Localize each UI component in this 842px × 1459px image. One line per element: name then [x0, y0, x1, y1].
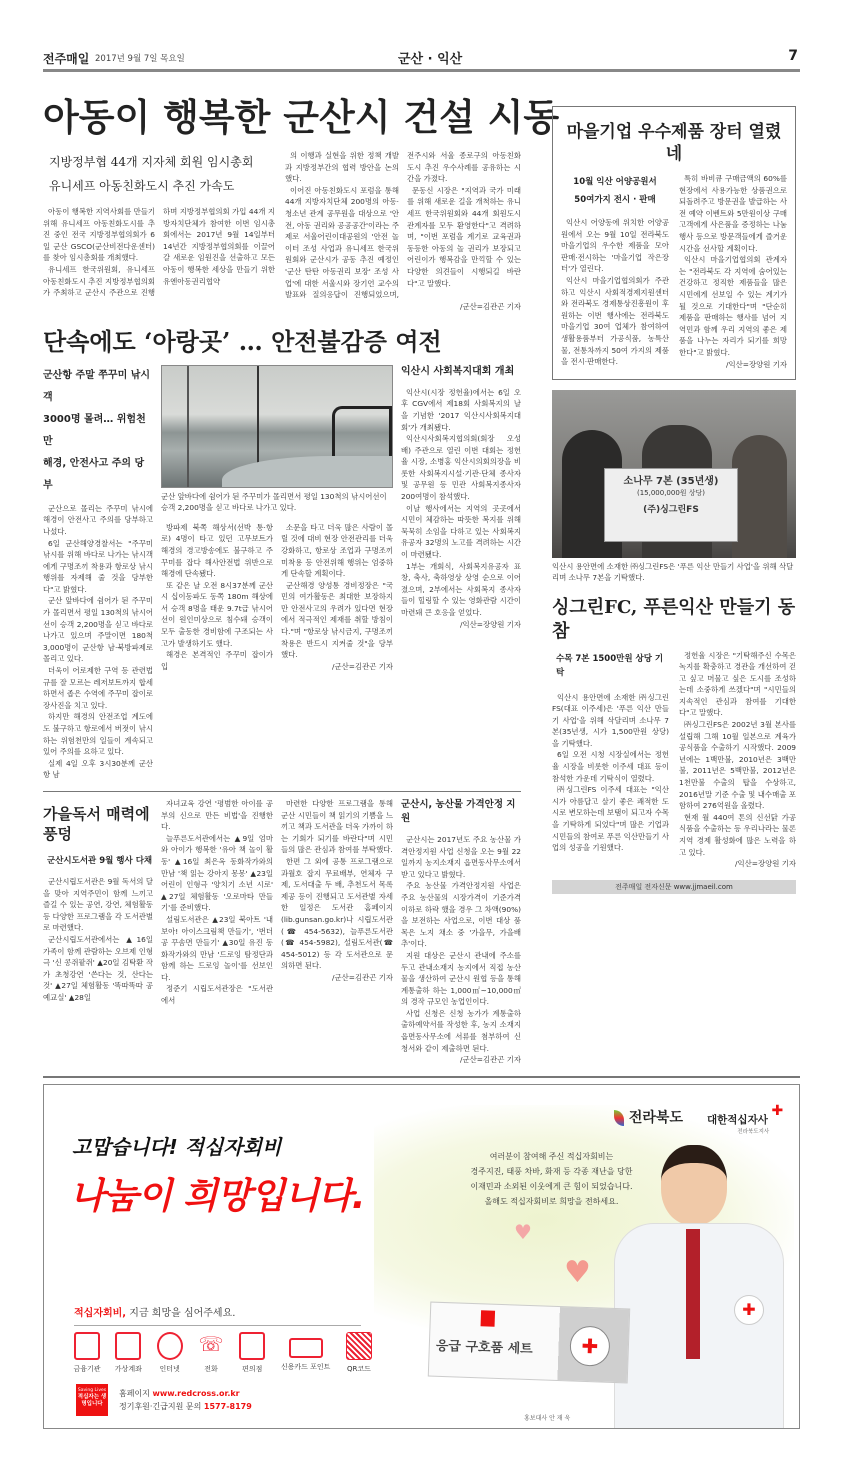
- e-paper-banner[interactable]: 전주매일 전자신문 www.jjmaeil.com: [552, 880, 796, 894]
- article-body-left: [561, 217, 669, 368]
- byline: /군산=김관곤 기자: [459, 1055, 521, 1065]
- headline: 아동이 행복한 군산시 건설 시동: [43, 96, 560, 139]
- paragraph: 익산시 어양동에 위치한 어양공원에서 오는 9월 10일 전라북도 마을기업의 우수한 제품을 모아 판매·전시하는 '마을기업 작은장터'가 열린다.: [561, 218, 669, 274]
- sign-org: (주)싱그린FS: [643, 504, 699, 515]
- donation-ceremony-photo: [552, 390, 796, 558]
- ambassador-credit: 홍보대사 안 재 욱: [524, 1415, 571, 1423]
- cta-red: 적십자회비,: [74, 1308, 127, 1320]
- article-welfare-conference: [401, 365, 521, 631]
- message-line: 여러분이 참여해 주신 적십자회비는: [489, 1152, 614, 1162]
- paragraph: 익산시(시장 정헌율)에서는 6일 오후 CGV에서 제18회 사회복지의 날을 기념한 '2017 익산시사회복지대회'가 개최됐다.: [401, 387, 521, 432]
- subheadline-1: 10월 익산 어양공원서: [573, 177, 657, 187]
- byline: /군산=김관곤 기자: [331, 972, 393, 982]
- convenience-store-icon[interactable]: [233, 1332, 271, 1374]
- saving-lives-badge: [76, 1384, 108, 1416]
- paragraph: 익산시 마을기업협의회 관계자는 "전라북도 각 지역에 숨어있는 건강하고 정직한 제품들을 많은 시민에게 선보일 수 있는 계기가 될 것으로 기대한다"며 "단순히 제품을 판매하는 행사를 넘어 지역민과 함께 우리 지역의 좋은 제품을 나누는 자리가 되기를 희망한다"고 밝혔다.: [679, 255, 787, 357]
- paragraph: 해경은 본격적인 주꾸미 잡이가 입: [161, 650, 273, 671]
- subheadline-2: 유니세프 아동친화도시 추진 가속도: [49, 179, 235, 193]
- thanks-text: 고맙습니다! 적십자회비: [72, 1135, 282, 1160]
- ad-message: [449, 1149, 654, 1209]
- bank-icon[interactable]: [68, 1332, 106, 1374]
- jeonbuk-logo: [614, 1107, 683, 1127]
- photo-caption: 군산 앞바다에 쉼어가 된 주꾸미가 몰리면서 평일 130척의 낚시어선이 승객 2,200명을 싣고 바다로 나가고 있다.: [161, 491, 387, 513]
- paragraph: 익산시 마을기업협의회가 주관하고 익산시 사회적경제지원센터와 전라북도 경제통상진흥원이 후원하는 이번 행사에는 전라북도 마을기업 30여 업체가 참여하여 생활용품부터 가공식품, 농특산물, 전통차까지 50여 가지의 제품을 전시·판매한다.: [561, 275, 669, 367]
- article-body-col2: [161, 798, 273, 1007]
- page-divider: [43, 1076, 800, 1078]
- section-divider: [43, 791, 521, 792]
- redcross-name: 대한적십자사: [707, 1114, 768, 1127]
- paragraph: 특히 바비큐 구매금액의 60%를 현장에서 사용가능한 상품권으로 되돌려주고 방문권을 발급하는 사전 예약 이벤트와 5만원이상 구매고객에게 사은품을 증정하는 나눔행사 등으로 방문객들에게 즐거운 시간을 선사할 계획이다.: [679, 174, 787, 253]
- red-cross-icon: ✚: [771, 1103, 784, 1120]
- paragraph: 방파제 북쪽 해상서(선박 통·항로) 4명이 타고 있던 고무보트가 해경의 경고방송에도 불구하고 주꾸미를 잡다 해사안전법 위반으로 해경에 단속됐다.: [161, 522, 273, 579]
- paragraph: 주요 농산물 가격안정지원 사업은 주요 농산물의 시장가격이 기준가격 이하로 하락 했을 경우 그 차액(90%)을 보전하는 사업으로, 이번 대상 품목은 노지 채소 중 '가을무, 가을배추'이다.: [401, 881, 521, 949]
- paragraph: 아동이 행복한 지역사회를 만들기 위해 유니세프 아동친화도시를 추진 중인 전국 지방정부협의회가 6일 군산 GSCO(군산비전다운센터)를 찾아 임시총회를 개최했다.: [43, 207, 156, 263]
- relief-kit-box: 응급 구호품 세트 ✚: [428, 1302, 630, 1384]
- paper-name: 전주매일: [43, 52, 90, 66]
- paragraph: 더욱이 어로제한 구역 등 관련법규를 잘 모르는 레저보트까지 합세하면서 좁은 수역에 주꾸미 잡이로 장사진을 치고 있다.: [43, 666, 153, 710]
- paragraph: 지원 대상은 군산시 관내에 주소를 두고 관내소재지 농지에서 직접 농산물을 생산하여 군산시 원협 등을 통해 계통출하 하는 1,000㎡~10,000㎡의 경작 규모인 농업인이다.: [401, 950, 521, 1007]
- method-label: QR코드: [347, 1365, 371, 1374]
- paragraph: 현재 월 440여 톤의 신선닭 가공 식품을 수출하는 등 우리나라는 물론 지역 경제 활성화에 많은 노력을 하고 있다.: [679, 812, 796, 857]
- subheadline: 수목 7본 1500만원 상당 기탁: [556, 653, 664, 678]
- paragraph: 사업 신청은 신청 농가가 계통출하 출하예약서를 작성한 후, 농지 소재지 읍면동사무소에 서류를 첨부하여 신청서와 같이 제출하면 된다.: [401, 1008, 521, 1053]
- paragraph: 정헌율 시장은 "기탁해주신 수목은 녹지를 확충하고 경관을 개선하여 걷고 싶고 머물고 싶은 도시를 조성하는데 소중하게 쓰겠다"며 "시민들의 지속적인 관심과 참여를 기대한다"고 말했다.: [679, 650, 796, 718]
- article-village-market: [552, 106, 796, 380]
- article-body-col2: [161, 522, 273, 673]
- method-label: 인터넷: [159, 1365, 180, 1374]
- province-name: 전라북도: [628, 1110, 683, 1127]
- method-label: 편의점: [242, 1365, 263, 1374]
- message-line: 경주지진, 태풍 차바, 화재 등 각종 재난을 당한: [470, 1167, 633, 1177]
- article-body-right: [285, 150, 521, 301]
- badge-top: Saving Lives: [77, 1388, 107, 1394]
- byline: /익산=장양원 기자: [725, 359, 787, 369]
- box-label: 응급 구호품 세트: [435, 1339, 533, 1358]
- left-column-stack: [43, 94, 560, 1066]
- method-label: 전화: [204, 1365, 218, 1374]
- byline: /군산=김관곤 기자: [331, 661, 393, 671]
- internet-icon[interactable]: [151, 1332, 189, 1374]
- paragraph: 의 이행과 실현을 위한 정책 개발과 지방정부간의 협력 방안을 논의했다.: [285, 151, 399, 184]
- headline: 단속에도 ‘아랑곳’ … 안전불감증 여전: [43, 326, 442, 356]
- article-body-col1: [43, 503, 153, 781]
- paragraph: 문동신 시장은 "지역과 국가 미래를 위해 새로운 길을 개척하는 유니세프 한국위원회와 44개 회원도시 관계자를 모두 환영한다"고 격려하며, "이번 포럼을 계기로 교육권과 동등한 아동의 놀 권리가 보장되고 어린이가 행복감을 만끽할 수 있는 다양한 의견들이 시행되길 바란다"고 말했다.: [407, 185, 521, 288]
- article-body-right: [679, 173, 787, 359]
- paragraph: 이날 행사에서는 지역의 곳곳에서 시민이 체감하는 따뜻한 복지를 위해 묵묵히 소임을 다하고 있는 사회복지 유공자 32명의 노고를 격려하는 시간이 마련됐다.: [401, 503, 521, 560]
- paragraph: 하지만 해경의 안전조업 계도에도 불구하고 항로에서 버젓이 낚시하는 위험천만의 일들이 계속되고 있어 주의를 요하고 있다.: [43, 712, 153, 757]
- byline: /군산=김관곤 기자: [459, 301, 521, 311]
- credit-card-icon[interactable]: [275, 1332, 337, 1374]
- article-body-col3: [281, 798, 393, 972]
- byline: /익산=장양원 기자: [459, 619, 521, 629]
- article-body-left: [552, 692, 669, 854]
- donation-sign: [604, 468, 738, 542]
- section-name: 군산 · 익산: [398, 52, 463, 67]
- page-number: 7: [788, 48, 798, 64]
- photo-caption: 익산시 용안면에 소재한 ㈜싱그린FS은 '푸른 익산 만들기 사업'을 위해 삭달리며 소나무 7본을 기탁했다.: [552, 561, 794, 582]
- redcross-logo: [707, 1103, 784, 1136]
- subheadline-1: 지방정부협 44개 지자체 회원 임시총회: [49, 155, 254, 169]
- right-column-stack: [552, 106, 796, 894]
- subheadline-3: 해경, 안전사고 주의 당부: [43, 457, 145, 491]
- sign-amount: (15,000,000원 상당): [636, 488, 706, 497]
- article-body-left: [43, 206, 275, 299]
- subheadline: 군산시도서관 9월 행사 다채: [47, 855, 153, 866]
- method-label: 금융기관: [73, 1365, 101, 1374]
- paragraph: 또 같은 날 오전 8시37분께 군산시 십이동파도 동쪽 180m 해상에서 승객 8명을 태운 9.7t급 낚시어선이 원인미상으로 침수돼 승객이 모두 출동한 경비함에 구조되는 사고가 발생하기도 했다.: [161, 580, 273, 648]
- article-body-col3: [281, 522, 393, 661]
- virtual-account-icon[interactable]: [109, 1332, 147, 1374]
- paragraph: ㈜싱그린FS은 2002년 3월 본사를 설립해 그해 10월 일본으로 계육가공식품을 수출하기 시작했다. 2009년에는 1백만불, 2010년은 3백만불, 2011년은 5백만불, 2012년은 1천만불 수출의 탑을 수상하고, 2016년말 기준 수출 및 내수매출 포함하여 276억원을 올렸다.: [679, 720, 796, 811]
- redcross-branch: 전라북도지사: [737, 1129, 770, 1136]
- subheadline: [43, 365, 153, 497]
- paragraph: 정준기 시립도서관장은 "도서관에서: [161, 984, 273, 1006]
- paragraph: 설림도서관은 ▲23일 북아트 '내보아! 아이스크림책 만들기', '번더공 꾸솜면 만들기' ▲30일 유진 동화작가와의 만남 '드로잉 탐정단과 함께 하는 드로잉 놀이'를 선보인다.: [161, 914, 273, 982]
- paragraph: 군산 앞바다에 쉼어가 된 주꾸미가 몰리면서 평일 130척의 낚시어선이 승객 2,200명을 싣고 바다로 나가고 있으며 주말이면 180척 3,000명이 군산항 남·북방파제로 몰리고 있다.: [43, 596, 153, 664]
- masthead: [43, 48, 800, 72]
- article-body: [401, 387, 521, 619]
- cta-rest: 지금 희망을 심어주세요.: [126, 1308, 236, 1320]
- paragraph: 소문을 타고 더욱 많은 사람이 몰릴 것에 대비 현장 안전관리를 더욱 강화하고, 항로상 조업과 구명조끼 미착용 등 안전위해 행위는 엄중하게 단속할 계획이다.: [281, 522, 393, 579]
- phone-number[interactable]: 1577-8179: [203, 1402, 252, 1412]
- paragraph: 한편 그 외에 공통 프로그램으로 과월호 잡지 무료배부, 연체자 구제, 도서대출 두 배, 추천도서 목록 제공 등이 진행되고 도서관별 자세한 일정은 도서관 홈페이지(lib.gunsan.go.kr)나 시립도서관(☎ 454-5632), 늘푸른도서관(☎ 454-5982), 설림도서관(☎ 454-5012) 등 각 도서관으로 문의하면 된다.: [281, 856, 393, 971]
- article-body-col1: [43, 876, 153, 1004]
- paragraph: 실제 4일 오후 3시30분께 군산항 남: [43, 758, 153, 780]
- subheadline: [43, 150, 275, 198]
- article-library-events: [43, 798, 393, 1007]
- badge-text: 적십자는 생명입니다: [77, 1394, 107, 1408]
- contact-info: [119, 1387, 252, 1413]
- paragraph: 익산시 용안면에 소재한 ㈜싱그린FS(대표 이주세)은 '푸른 익산 만들기 사업'을 위해 삭달리며 소나무 7본(35년생, 시가 1,500만원 상당)을 기탁했다.: [552, 692, 669, 748]
- phone-label: 정기후원·긴급지원 문의: [119, 1402, 204, 1412]
- headline: 익산시 사회복지대회 개최: [401, 365, 515, 377]
- paragraph: 군산으로 몰리는 주꾸미 낚시에 해경이 안전사고 주의를 당부하고 나섰다.: [43, 503, 153, 536]
- phone-icon[interactable]: ☏ 전화: [198, 1332, 224, 1374]
- issue-date: 2017년 9월 7일 목요일: [95, 54, 185, 64]
- message-line: 올해도 적십자회비로 희망을 전하세요.: [484, 1197, 619, 1207]
- paragraph: 1부는 개회식, 사회복지유공자 표창, 축사, 축하영상 상영 순으로 이어졌으며, 2부에서는 사회복지 종사자들이 힐링할 수 있는 영화관람 시간이 마련돼 큰 호응을 얻었다.: [401, 561, 521, 617]
- subheadline-2: 3000명 몰려… 위험천만: [43, 413, 146, 447]
- subheadline-2: 50여가지 전시 · 판매: [574, 195, 656, 205]
- heart-icon: ♥: [514, 1220, 532, 1245]
- cta-text: [74, 1307, 235, 1321]
- paragraph: 마련한 다양한 프로그램을 통해 군산 시민들이 책 읽기의 기쁨을 느끼고 책과 도서관을 더욱 가까이 하는 기회가 되기를 바란다"며 시민들의 많은 관심과 참여를 부탁했다.: [281, 798, 393, 855]
- article-body-right: [679, 650, 796, 859]
- paragraph: 6일 오전 시청 시장실에서는 정헌율 시장을 비롯한 이주세 대표 등이 참석한 가운데 기탁식이 열렸다.: [552, 750, 669, 783]
- paragraph: 군산시립도서관은 9월 독서의 달을 맞아 지역주민이 함께 느끼고 즐길 수 있는 공연, 강연, 체험활동 등 다양한 프로그램을 각 도서관별로 마련했다.: [43, 876, 153, 933]
- paragraph: 군산해경 양성통 경비정장은 "국민의 여가활동은 최대한 보장하지만 안전사고의 우려가 있다면 현장에서 적극적인 제재를 취할 방침이다."며 "항로상 낚시금지, 구명조끼 착용은 반드시 지켜줄 것"을 당부했다.: [281, 580, 393, 660]
- qr-code-icon[interactable]: [340, 1332, 378, 1374]
- subheadline: [561, 173, 669, 209]
- fishing-boats-photo: [161, 365, 393, 488]
- article-children-city: [43, 94, 560, 313]
- payment-methods: [68, 1332, 378, 1374]
- paragraph: 유니세프 한국위원회, 유니세프 아동친화도시 추진 지방정부협의회가 주최하고 군산시 주관으로 진행하며 지방정부협의회 가입 44개 지방자치단체가 참여한 이번 임시총회에서는 2017년 9월 14일부터 14년간 지방정부협의회를 이끌어 갈 새로운 임원진을 선출하고 모든 아동이 행복한 세상을 만들기 위한 유엔아동권리협약: [43, 207, 275, 298]
- byline: /익산=장양원 기자: [734, 859, 796, 869]
- paragraph: 이어진 아동친화도시 포럼을 통해 44개 지방자치단체 200명의 아동·청소년 관계 공무원을 대상으로 '안전, 아동 권리와 공공공간'이라는 주제로 서울어린이대공원의 '안전 놀이터 조성 사업과 유니세프 한국위원회와 군산시가 공동 추진 예정인 '군산 탄탄 아동권리 보장' 조성 사업'에 대한 서울시와 장기언 교수의 발표와 질의응답이 진행되었으며, 전주시와 서울 종로구의 아동친화도시 추진 우수사례를 공유하는 시간을 가졌다.: [285, 151, 521, 300]
- paragraph: 6일 군산해양경찰서는 "주꾸미 낚시를 위해 바다로 나가는 낚시객에게 구명조끼 착용과 항로상 낚시행위를 자제해 줄 것을 당부한다"고 밝혔다.: [43, 538, 153, 594]
- headline: 가을독서 매력에 풍덩: [43, 804, 150, 843]
- homepage-label: 홈페이지: [119, 1389, 153, 1399]
- article-body: [401, 834, 521, 1054]
- paragraph: 익산시사회복지협의회(회장 오성배) 주관으로 열린 이번 대회는 정헌율 시장, 소병홍 익산시의회의장을 비롯한 사회복지시설·기관·단체 종사자 및 공무원 등 민관 사회복지종사자 200여명이 참석했다.: [401, 434, 521, 502]
- subheadline-1: 군산항 주말 쭈꾸미 낚시객: [43, 369, 151, 403]
- homepage-link[interactable]: www.redcross.or.kr: [152, 1389, 240, 1399]
- headline: 군산시, 농산물 가격안정 지원: [401, 798, 516, 824]
- paragraph: ㈜싱그린FS 이주세 대표는 "익산시가 아름답고 살기 좋은 쾌적한 도시로 변모하는데 보탬이 되고자 수목을 기탁하게 되었다"며 많은 기업과 시민들의 참여로 푸른 익산만들기 사업의 성공을 기원했다.: [552, 785, 669, 853]
- method-label: 가상계좌: [114, 1365, 142, 1374]
- ambassador-photo: ✚: [604, 1145, 784, 1429]
- slogan: 나눔이 희망입니다.: [70, 1176, 365, 1218]
- jeonbuk-leaf-icon: [614, 1110, 624, 1126]
- headline: 마을기업 우수제품 장터 열렸네: [566, 122, 782, 164]
- paragraph: 자녀교육 강연 '평범한 아이를 공부의 신으로 만든 비법'을 진행한다.: [161, 798, 273, 832]
- heart-icon: ♥: [564, 1255, 591, 1291]
- article-fishing-safety: [43, 325, 521, 359]
- article-agri-price: [401, 798, 521, 1066]
- paragraph: 군산시립도서관에서는 ▲16일 가족이 함께 관람하는 오브제 인형극 '신 콩쥐팥쥐' ▲20일 김탁환 작가 초청강연 '쓴다는 것, 산다는 것' ▲27일 체험활동 '똑따똑따 공예교실' ▲28일: [43, 934, 153, 1002]
- paragraph: 늘푸른도서관에서는 ▲9일 엄마와 아이가 행복한 '유아 책 놀이 활동' ▲16일 최은옥 동화작가와의 만남 '책 읽는 강아지 몽몽' ▲23일 어린이 인형극 '양치기 소년 시로' ▲27일 체험활동 '오로마타 만들기'를 준비했다.: [161, 833, 273, 913]
- paragraph: 군산시는 2017년도 주요 농산물 가격안정지원 사업 신청을 오는 9월 22일까지 농지소재지 읍면동사무소에서 받고 있다고 밝혔다.: [401, 834, 521, 879]
- headline: 싱그린FC, 푸른익산 만들기 동참: [552, 596, 796, 642]
- sign-title: 소나무 7본 (35년생): [623, 475, 719, 487]
- method-label: 신용카드 포인트: [280, 1363, 331, 1372]
- article-singreen-donation: [552, 390, 796, 871]
- message-line: 이재민과 소외된 이웃에게 큰 힘이 되었습니다.: [470, 1182, 633, 1192]
- redcross-advertisement: [43, 1084, 800, 1429]
